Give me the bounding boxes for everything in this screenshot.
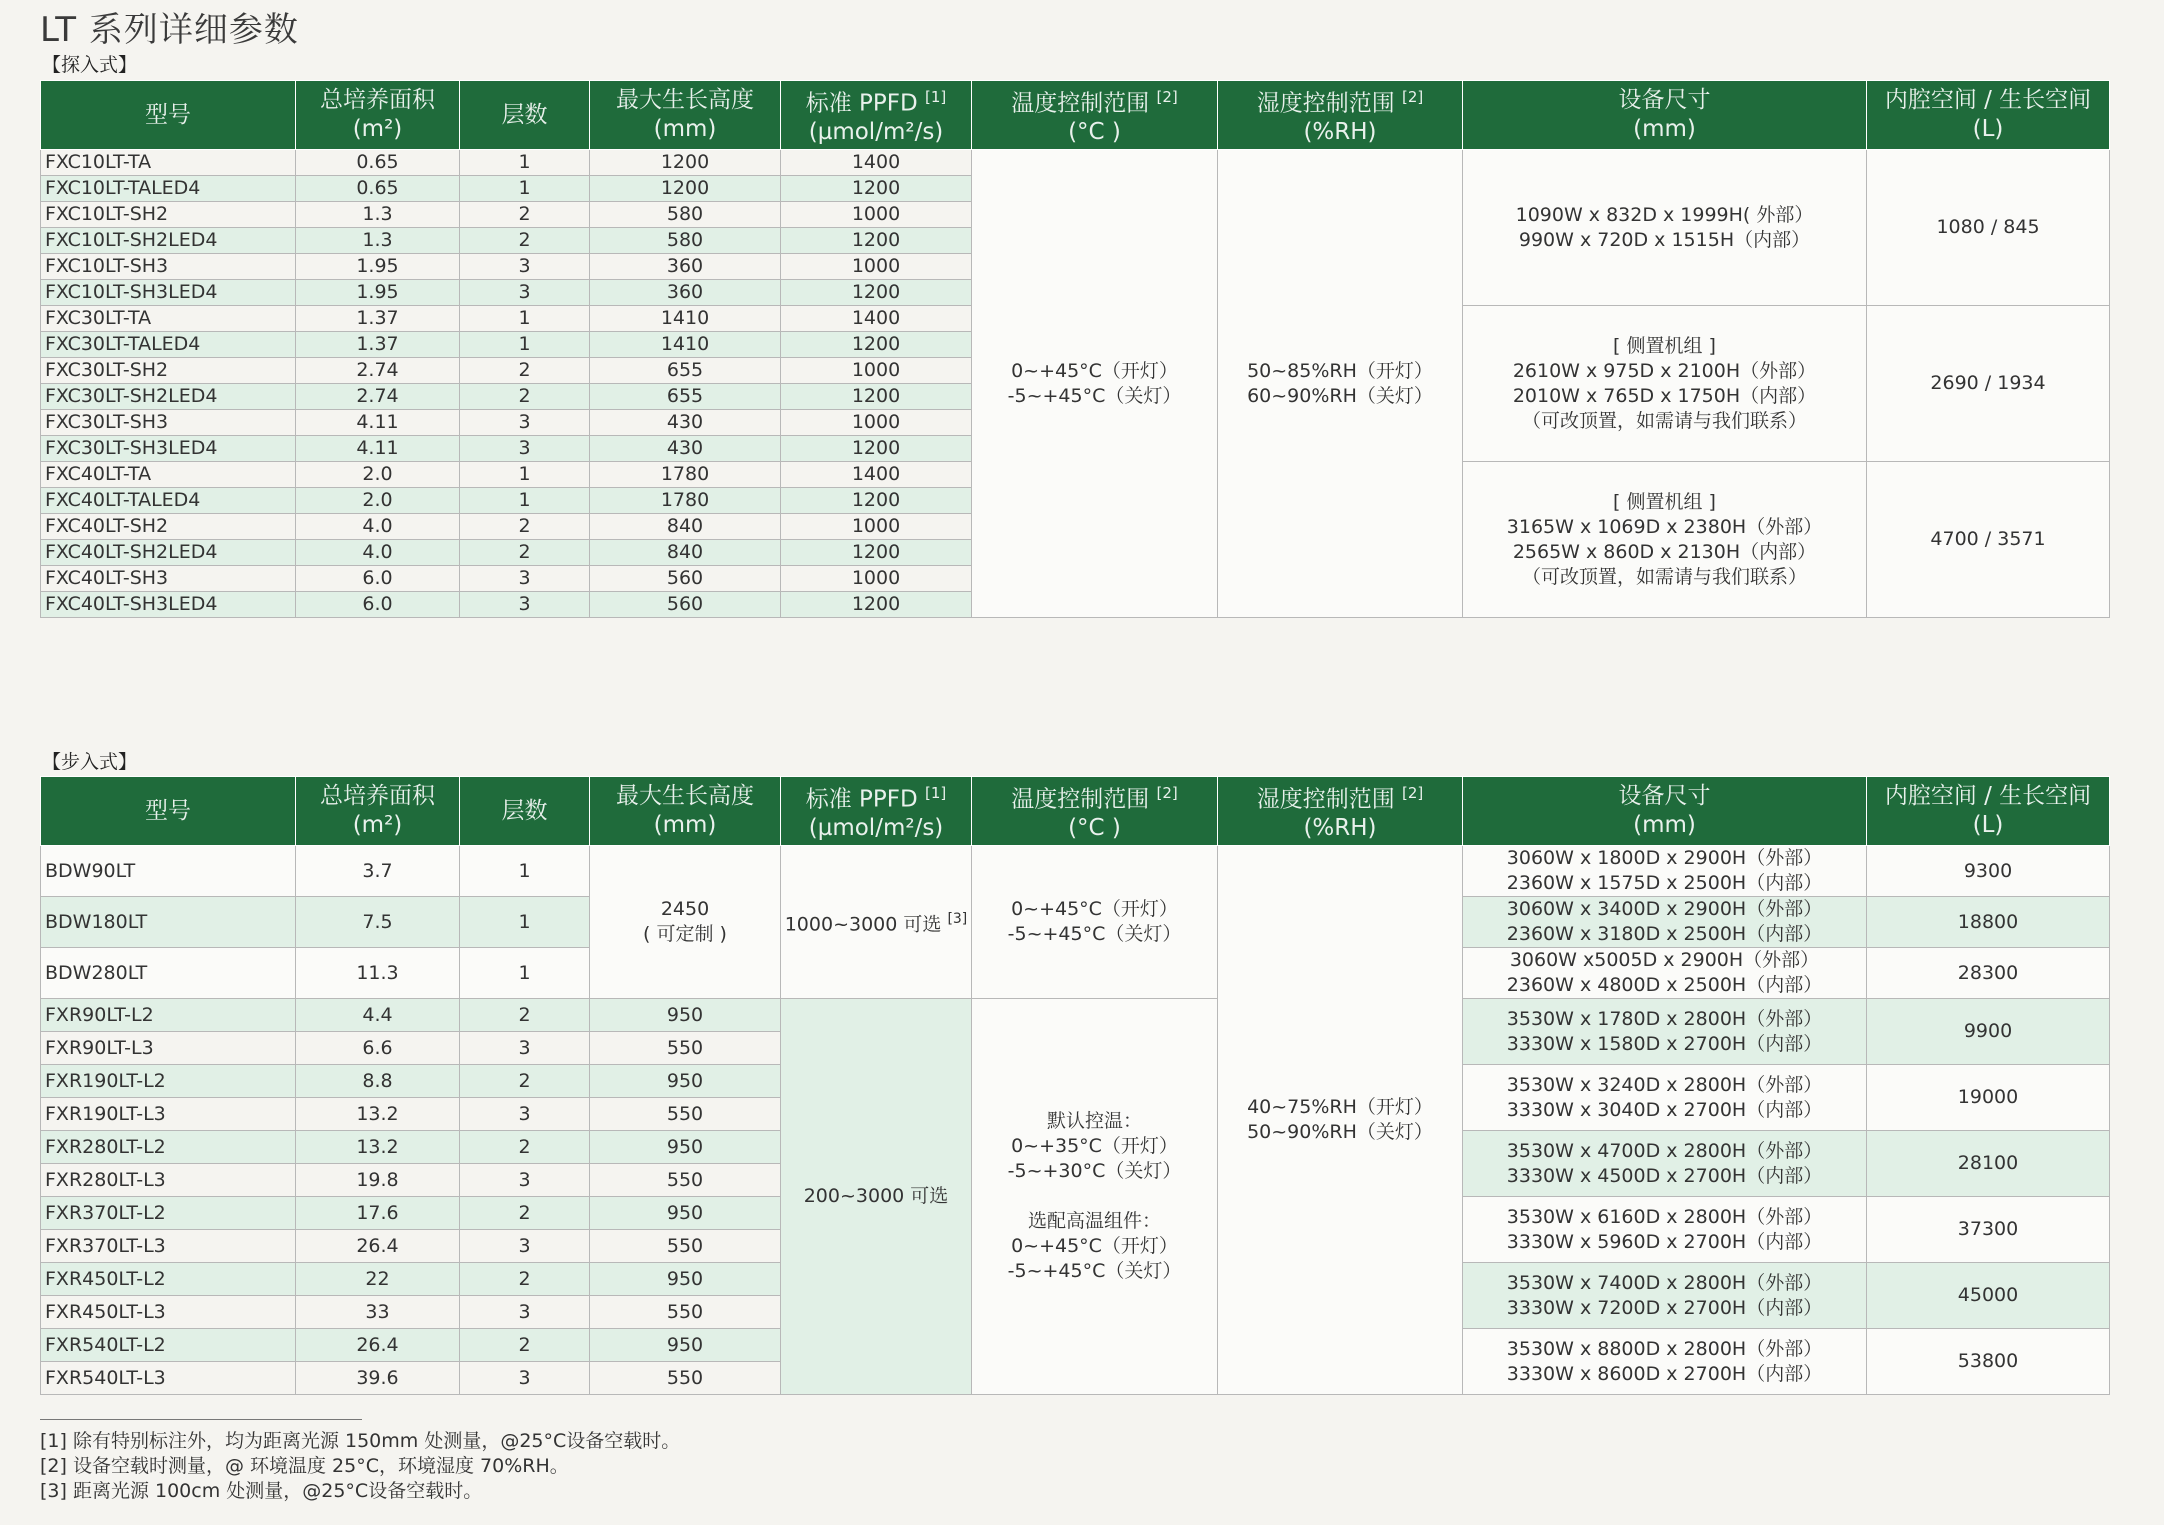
ppfd-cell: 1200 bbox=[781, 176, 972, 202]
header-model bbox=[41, 777, 296, 846]
header-size-line: 设备尺寸 bbox=[1618, 87, 1711, 113]
area-cell: 1.95 bbox=[296, 280, 460, 306]
temp-line: 0~+35°C（开灯） bbox=[1011, 1135, 1178, 1157]
ppfd-cell: 1200 bbox=[781, 280, 972, 306]
model-cell: FXC40LT-TA bbox=[41, 462, 296, 488]
header-humid-line: (%RH) bbox=[1303, 119, 1377, 146]
reach-in-spec-table bbox=[40, 80, 2110, 618]
area-cell: 26.4 bbox=[296, 1329, 460, 1362]
area-cell: 4.11 bbox=[296, 410, 460, 436]
layers-cell: 3 bbox=[460, 1032, 590, 1065]
header-ppfd bbox=[781, 81, 972, 150]
header-layers bbox=[460, 777, 590, 846]
model-cell: FXR190LT-L3 bbox=[41, 1098, 296, 1131]
header-height-line: 最大生长高度 bbox=[616, 87, 754, 113]
header-height-line: (mm) bbox=[653, 812, 717, 838]
size-line: （可改顶置，如需请与我们联系） bbox=[1521, 565, 1807, 588]
model-cell: FXC30LT-TA bbox=[41, 306, 296, 332]
model-cell: FXC30LT-TALED4 bbox=[41, 332, 296, 358]
size-line: 3330W x 8600D x 2700H（内部） bbox=[1506, 1362, 1823, 1385]
humidity-line: 40~75%RH（开灯） bbox=[1247, 1096, 1433, 1118]
header-size-line: (mm) bbox=[1633, 812, 1696, 838]
layers-cell: 3 bbox=[460, 436, 590, 462]
header-size bbox=[1463, 777, 1867, 846]
ppfd-cell: 1400 bbox=[781, 462, 972, 488]
layers-cell: 3 bbox=[460, 592, 590, 618]
header-model-line: 型号 bbox=[145, 797, 191, 824]
size-cell bbox=[1463, 846, 1867, 897]
size-line: 3530W x 4700D x 2800H（外部） bbox=[1506, 1139, 1823, 1162]
size-line: 3330W x 5960D x 2700H（内部） bbox=[1506, 1230, 1823, 1253]
section-label-reach-in: 【探入式】 bbox=[42, 54, 138, 76]
height-cell: 550 bbox=[590, 1362, 781, 1395]
size-cell bbox=[1463, 999, 1867, 1065]
height-cell: 550 bbox=[590, 1098, 781, 1131]
area-cell: 4.0 bbox=[296, 540, 460, 566]
ppfd-cell: 1200 bbox=[781, 540, 972, 566]
model-cell: FXC30LT-SH2 bbox=[41, 358, 296, 384]
area-cell: 4.11 bbox=[296, 436, 460, 462]
area-cell: 1.37 bbox=[296, 332, 460, 358]
header-ppfd-line: 标准 PPFD [1] bbox=[805, 87, 947, 117]
size-line: 3330W x 1580D x 2700H（内部） bbox=[1506, 1032, 1823, 1055]
layers-cell: 1 bbox=[460, 332, 590, 358]
ppfd-cell: 200~3000 可选 bbox=[781, 999, 972, 1395]
size-line: 3330W x 7200D x 2700H（内部） bbox=[1506, 1296, 1823, 1319]
header-layers-line: 层数 bbox=[501, 797, 548, 824]
area-cell: 17.6 bbox=[296, 1197, 460, 1230]
height-cell: 430 bbox=[590, 436, 781, 462]
size-line: 2565W x 860D x 2130H（内部） bbox=[1512, 540, 1817, 563]
layers-cell: 2 bbox=[460, 540, 590, 566]
layers-cell: 2 bbox=[460, 514, 590, 540]
temp-line: -5~+45°C（关灯） bbox=[1007, 1260, 1182, 1282]
header-height-line: 最大生长高度 bbox=[616, 783, 754, 809]
height-cell: 950 bbox=[590, 1329, 781, 1362]
humidity-line: 60~90%RH（关灯） bbox=[1247, 384, 1433, 407]
header-row bbox=[41, 81, 2110, 150]
area-cell: 2.0 bbox=[296, 488, 460, 514]
ppfd-cell: 1000 bbox=[781, 514, 972, 540]
header-area bbox=[296, 81, 460, 150]
size-line: 2610W x 975D x 2100H（外部） bbox=[1512, 359, 1817, 382]
model-cell: FXR90LT-L3 bbox=[41, 1032, 296, 1065]
temp-range-cell bbox=[972, 150, 1218, 618]
ppfd-cell: 1000 bbox=[781, 410, 972, 436]
space-cell: 4700 / 3571 bbox=[1867, 462, 2110, 618]
ppfd-cell: 1200 bbox=[781, 228, 972, 254]
space-cell: 18800 bbox=[1867, 897, 2110, 948]
height-cell: 1200 bbox=[590, 176, 781, 202]
ppfd-cell: 1400 bbox=[781, 306, 972, 332]
size-line: [ 侧置机组 ] bbox=[1613, 490, 1716, 513]
header-humid bbox=[1218, 81, 1463, 150]
header-area-line: 总培养面积 bbox=[320, 87, 435, 113]
area-cell: 13.2 bbox=[296, 1131, 460, 1164]
layers-cell: 2 bbox=[460, 228, 590, 254]
height-cell: 430 bbox=[590, 410, 781, 436]
area-cell: 1.95 bbox=[296, 254, 460, 280]
ppfd-cell: 1200 bbox=[781, 384, 972, 410]
height-cell: 560 bbox=[590, 566, 781, 592]
size-line: 3530W x 3240D x 2800H（外部） bbox=[1506, 1073, 1823, 1096]
height-cell: 550 bbox=[590, 1296, 781, 1329]
layers-cell: 3 bbox=[460, 1098, 590, 1131]
height-cell: 950 bbox=[590, 999, 781, 1032]
header-space bbox=[1867, 81, 2110, 150]
header-height-line: (mm) bbox=[653, 116, 717, 142]
layers-cell: 3 bbox=[460, 280, 590, 306]
layers-cell: 1 bbox=[460, 948, 590, 999]
model-cell: FXC30LT-SH2LED4 bbox=[41, 384, 296, 410]
area-cell: 33 bbox=[296, 1296, 460, 1329]
header-temp-line: (°C ) bbox=[1068, 119, 1121, 146]
size-line: 990W x 720D x 1515H（内部） bbox=[1518, 228, 1811, 251]
table-row bbox=[41, 150, 2110, 176]
area-cell: 4.0 bbox=[296, 514, 460, 540]
height-cell: 840 bbox=[590, 514, 781, 540]
area-cell: 7.5 bbox=[296, 897, 460, 948]
header-model bbox=[41, 81, 296, 150]
model-cell: FXR280LT-L3 bbox=[41, 1164, 296, 1197]
temp-line: 0~+45°C（开灯） bbox=[1011, 1235, 1178, 1257]
size-cell bbox=[1463, 1065, 1867, 1131]
space-cell: 19000 bbox=[1867, 1065, 2110, 1131]
temp-range-cell bbox=[972, 846, 1218, 999]
layers-cell: 3 bbox=[460, 566, 590, 592]
header-temp-line: 温度控制范围 [2] bbox=[1011, 783, 1178, 813]
height-cell: 950 bbox=[590, 1065, 781, 1098]
humidity-line: 50~85%RH（开灯） bbox=[1247, 359, 1433, 382]
ppfd-cell: 1000 bbox=[781, 358, 972, 384]
footnote-ref: [1] bbox=[925, 87, 947, 106]
space-cell: 1080 / 845 bbox=[1867, 150, 2110, 306]
size-cell bbox=[1463, 1263, 1867, 1329]
header-temp bbox=[972, 81, 1218, 150]
header-humid-line: (%RH) bbox=[1303, 815, 1377, 842]
size-cell bbox=[1463, 1131, 1867, 1197]
size-line: 3060W x5005D x 2900H（外部） bbox=[1509, 949, 1820, 971]
footnote-ref: [2] bbox=[1156, 87, 1178, 106]
size-line: 2360W x 4800D x 2500H（内部） bbox=[1506, 974, 1823, 996]
area-cell: 11.3 bbox=[296, 948, 460, 999]
height-cell: 655 bbox=[590, 384, 781, 410]
area-cell: 2.74 bbox=[296, 384, 460, 410]
space-cell: 9900 bbox=[1867, 999, 2110, 1065]
header-size bbox=[1463, 81, 1867, 150]
layers-cell: 2 bbox=[460, 1329, 590, 1362]
header-humid bbox=[1218, 777, 1463, 846]
layers-cell: 3 bbox=[460, 1362, 590, 1395]
model-cell: BDW280LT bbox=[41, 948, 296, 999]
header-space-line: (L) bbox=[1972, 116, 2004, 142]
table-row bbox=[41, 999, 2110, 1032]
header-humid-line: 湿度控制范围 [2] bbox=[1256, 87, 1424, 117]
header-row bbox=[41, 777, 2110, 846]
height-cell bbox=[590, 846, 781, 999]
header-space-line: 内腔空间 / 生长空间 bbox=[1884, 783, 2092, 809]
model-cell: FXC10LT-SH2LED4 bbox=[41, 228, 296, 254]
size-line: 3530W x 6160D x 2800H（外部） bbox=[1506, 1205, 1823, 1228]
size-line: 3530W x 1780D x 2800H（外部） bbox=[1506, 1007, 1823, 1030]
temp-line: -5~+30°C（关灯） bbox=[1007, 1160, 1182, 1182]
footnote-3: [3] 距离光源 100cm 处测量，@25°C设备空载时。 bbox=[40, 1480, 483, 1502]
humidity-line: 50~90%RH（关灯） bbox=[1247, 1121, 1433, 1143]
height-cell: 655 bbox=[590, 358, 781, 384]
area-cell: 8.8 bbox=[296, 1065, 460, 1098]
header-layers bbox=[460, 81, 590, 150]
header-ppfd-line: (µmol/m²/s) bbox=[808, 815, 944, 842]
footnote-2: [2] 设备空载时测量，@ 环境温度 25°C，环境湿度 70%RH。 bbox=[40, 1455, 569, 1477]
header-area-line: (m²) bbox=[352, 116, 403, 142]
area-cell: 2.74 bbox=[296, 358, 460, 384]
height-cell: 1780 bbox=[590, 488, 781, 514]
model-cell: FXC40LT-SH2LED4 bbox=[41, 540, 296, 566]
model-cell: FXR540LT-L3 bbox=[41, 1362, 296, 1395]
model-cell: FXC30LT-SH3LED4 bbox=[41, 436, 296, 462]
header-humid-line: 湿度控制范围 [2] bbox=[1256, 783, 1424, 813]
model-cell: FXC40LT-TALED4 bbox=[41, 488, 296, 514]
ppfd-cell: 1200 bbox=[781, 488, 972, 514]
size-cell bbox=[1463, 1329, 1867, 1395]
page-title: LT 系列详细参数 bbox=[40, 10, 299, 50]
height-cell: 580 bbox=[590, 228, 781, 254]
humidity-range-cell bbox=[1218, 846, 1463, 1395]
model-cell: FXR450LT-L2 bbox=[41, 1263, 296, 1296]
walk-in-spec-table bbox=[40, 776, 2110, 1395]
area-cell: 1.37 bbox=[296, 306, 460, 332]
layers-cell: 1 bbox=[460, 897, 590, 948]
model-cell: FXC10LT-TALED4 bbox=[41, 176, 296, 202]
height-cell: 580 bbox=[590, 202, 781, 228]
height-cell: 1410 bbox=[590, 332, 781, 358]
size-line: 2360W x 1575D x 2500H（内部） bbox=[1506, 872, 1823, 894]
layers-cell: 3 bbox=[460, 1230, 590, 1263]
area-cell: 0.65 bbox=[296, 176, 460, 202]
area-cell: 13.2 bbox=[296, 1098, 460, 1131]
size-line: （可改顶置，如需请与我们联系） bbox=[1521, 409, 1807, 432]
footnote-ref: [1] bbox=[925, 783, 947, 802]
model-cell: FXR280LT-L2 bbox=[41, 1131, 296, 1164]
layers-cell: 1 bbox=[460, 306, 590, 332]
size-line: 3530W x 7400D x 2800H（外部） bbox=[1506, 1271, 1823, 1294]
space-cell: 9300 bbox=[1867, 846, 2110, 897]
area-cell: 0.65 bbox=[296, 150, 460, 176]
model-cell: FXR370LT-L2 bbox=[41, 1197, 296, 1230]
section-label-walk-in: 【步入式】 bbox=[42, 751, 138, 773]
area-cell: 1.3 bbox=[296, 202, 460, 228]
temp-line: -5~+45°C（关灯） bbox=[1007, 384, 1182, 407]
layers-cell: 1 bbox=[460, 462, 590, 488]
layers-cell: 3 bbox=[460, 1296, 590, 1329]
layers-cell: 3 bbox=[460, 410, 590, 436]
header-space-line: 内腔空间 / 生长空间 bbox=[1884, 87, 2092, 113]
layers-cell: 2 bbox=[460, 1131, 590, 1164]
header-height bbox=[590, 777, 781, 846]
ppfd-cell: 1200 bbox=[781, 592, 972, 618]
header-space bbox=[1867, 777, 2110, 846]
model-cell: BDW90LT bbox=[41, 846, 296, 897]
area-cell: 26.4 bbox=[296, 1230, 460, 1263]
header-height bbox=[590, 81, 781, 150]
space-cell: 53800 bbox=[1867, 1329, 2110, 1395]
header-ppfd-line: (µmol/m²/s) bbox=[808, 119, 944, 146]
area-cell: 2.0 bbox=[296, 462, 460, 488]
layers-cell: 1 bbox=[460, 488, 590, 514]
layers-cell: 3 bbox=[460, 254, 590, 280]
model-cell: FXR540LT-L2 bbox=[41, 1329, 296, 1362]
model-cell: FXR90LT-L2 bbox=[41, 999, 296, 1032]
temp-line: 0~+45°C（开灯） bbox=[1011, 359, 1178, 382]
header-area-line: 总培养面积 bbox=[320, 783, 435, 809]
model-cell: FXR370LT-L3 bbox=[41, 1230, 296, 1263]
size-cell bbox=[1463, 1197, 1867, 1263]
space-cell: 2690 / 1934 bbox=[1867, 306, 2110, 462]
size-line: 3330W x 4500D x 2700H（内部） bbox=[1506, 1164, 1823, 1187]
model-cell: FXC10LT-SH3 bbox=[41, 254, 296, 280]
model-cell: FXC10LT-SH2 bbox=[41, 202, 296, 228]
size-cell bbox=[1463, 462, 1867, 618]
area-cell: 1.3 bbox=[296, 228, 460, 254]
height-cell: 950 bbox=[590, 1263, 781, 1296]
model-cell: FXC10LT-SH3LED4 bbox=[41, 280, 296, 306]
temp-line: -5~+45°C（关灯） bbox=[1007, 923, 1182, 945]
size-line: 3060W x 1800D x 2900H（外部） bbox=[1506, 847, 1823, 869]
temp-range-cell bbox=[972, 999, 1218, 1395]
size-line: 3330W x 3040D x 2700H（内部） bbox=[1506, 1098, 1823, 1121]
header-size-line: 设备尺寸 bbox=[1618, 783, 1711, 809]
height-cell: 550 bbox=[590, 1230, 781, 1263]
temp-line bbox=[975, 1184, 1214, 1209]
area-cell: 6.0 bbox=[296, 566, 460, 592]
size-line: 3060W x 3400D x 2900H（外部） bbox=[1506, 898, 1823, 920]
table-row bbox=[41, 846, 2110, 897]
space-cell: 28300 bbox=[1867, 948, 2110, 999]
header-temp-line: (°C ) bbox=[1068, 815, 1121, 842]
size-cell bbox=[1463, 948, 1867, 999]
height-cell: 1200 bbox=[590, 150, 781, 176]
layers-cell: 1 bbox=[460, 150, 590, 176]
model-cell: FXC40LT-SH2 bbox=[41, 514, 296, 540]
footnote-divider bbox=[40, 1419, 362, 1420]
ppfd-cell: 1000~3000 可选 [3] bbox=[781, 846, 972, 999]
height-cell: 550 bbox=[590, 1164, 781, 1197]
model-cell: BDW180LT bbox=[41, 897, 296, 948]
footnote-ref: [3] bbox=[947, 910, 968, 927]
space-cell: 28100 bbox=[1867, 1131, 2110, 1197]
header-temp-line: 温度控制范围 [2] bbox=[1011, 87, 1178, 117]
ppfd-cell: 1200 bbox=[781, 436, 972, 462]
header-ppfd-line: 标准 PPFD [1] bbox=[805, 783, 947, 813]
humidity-range-cell bbox=[1218, 150, 1463, 618]
header-model-line: 型号 bbox=[145, 101, 191, 128]
temp-line: 选配高温组件： bbox=[1027, 1210, 1161, 1232]
layers-cell: 1 bbox=[460, 846, 590, 897]
header-space-line: (L) bbox=[1972, 812, 2004, 838]
area-cell: 39.6 bbox=[296, 1362, 460, 1395]
footnote-ref: [2] bbox=[1402, 87, 1424, 106]
space-cell: 45000 bbox=[1867, 1263, 2110, 1329]
height-line: ( 可定制 ) bbox=[643, 923, 727, 945]
temp-line: 默认控温： bbox=[1046, 1110, 1142, 1132]
model-cell: FXR190LT-L2 bbox=[41, 1065, 296, 1098]
model-cell: FXC30LT-SH3 bbox=[41, 410, 296, 436]
height-cell: 1410 bbox=[590, 306, 781, 332]
layers-cell: 2 bbox=[460, 358, 590, 384]
layers-cell: 2 bbox=[460, 1065, 590, 1098]
layers-cell: 2 bbox=[460, 1263, 590, 1296]
space-cell: 37300 bbox=[1867, 1197, 2110, 1263]
height-cell: 360 bbox=[590, 280, 781, 306]
model-cell: FXC40LT-SH3 bbox=[41, 566, 296, 592]
layers-cell: 1 bbox=[460, 176, 590, 202]
height-cell: 950 bbox=[590, 1197, 781, 1230]
model-cell: FXR450LT-L3 bbox=[41, 1296, 296, 1329]
model-cell: FXC40LT-SH3LED4 bbox=[41, 592, 296, 618]
footnote-ref: [2] bbox=[1156, 783, 1178, 802]
height-cell: 360 bbox=[590, 254, 781, 280]
header-temp bbox=[972, 777, 1218, 846]
area-cell: 22 bbox=[296, 1263, 460, 1296]
model-cell: FXC10LT-TA bbox=[41, 150, 296, 176]
area-cell: 4.4 bbox=[296, 999, 460, 1032]
header-area-line: (m²) bbox=[352, 812, 403, 838]
height-cell: 560 bbox=[590, 592, 781, 618]
temp-line: 0~+45°C（开灯） bbox=[1011, 898, 1178, 920]
ppfd-cell: 1000 bbox=[781, 566, 972, 592]
size-line: 2360W x 3180D x 2500H（内部） bbox=[1506, 923, 1823, 945]
footnote-1: [1] 除有特别标注外，均为距离光源 150mm 处测量，@25°C设备空载时。 bbox=[40, 1430, 681, 1452]
height-line: 2450 bbox=[660, 898, 710, 920]
size-line: 2010W x 765D x 1750H（内部） bbox=[1512, 384, 1817, 407]
ppfd-cell: 1400 bbox=[781, 150, 972, 176]
area-cell: 6.0 bbox=[296, 592, 460, 618]
height-cell: 550 bbox=[590, 1032, 781, 1065]
header-size-line: (mm) bbox=[1633, 116, 1696, 142]
layers-cell: 2 bbox=[460, 202, 590, 228]
height-cell: 950 bbox=[590, 1131, 781, 1164]
height-cell: 1780 bbox=[590, 462, 781, 488]
layers-cell: 3 bbox=[460, 1164, 590, 1197]
size-line: 3165W x 1069D x 2380H（外部） bbox=[1506, 515, 1823, 538]
header-area bbox=[296, 777, 460, 846]
size-cell bbox=[1463, 150, 1867, 306]
header-ppfd bbox=[781, 777, 972, 846]
height-cell: 840 bbox=[590, 540, 781, 566]
ppfd-cell: 1000 bbox=[781, 202, 972, 228]
size-cell bbox=[1463, 897, 1867, 948]
size-line: [ 侧置机组 ] bbox=[1613, 334, 1716, 357]
size-cell bbox=[1463, 306, 1867, 462]
footnote-ref: [2] bbox=[1402, 783, 1424, 802]
layers-cell: 2 bbox=[460, 384, 590, 410]
layers-cell: 2 bbox=[460, 1197, 590, 1230]
layers-cell: 2 bbox=[460, 999, 590, 1032]
area-cell: 19.8 bbox=[296, 1164, 460, 1197]
area-cell: 3.7 bbox=[296, 846, 460, 897]
ppfd-cell: 1000 bbox=[781, 254, 972, 280]
size-line: 1090W x 832D x 1999H( 外部） bbox=[1515, 203, 1814, 226]
header-layers-line: 层数 bbox=[501, 101, 548, 128]
ppfd-cell: 1200 bbox=[781, 332, 972, 358]
area-cell: 6.6 bbox=[296, 1032, 460, 1065]
size-line: 3530W x 8800D x 2800H（外部） bbox=[1506, 1337, 1823, 1360]
